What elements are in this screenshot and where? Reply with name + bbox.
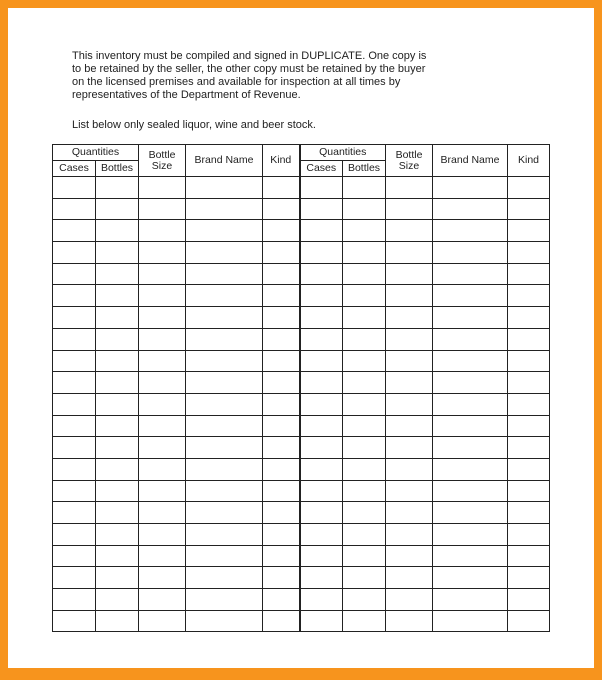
kind-cell[interactable] bbox=[508, 220, 550, 242]
quantities-header-right: Quantities bbox=[300, 145, 386, 161]
bottles-cell[interactable] bbox=[96, 198, 139, 220]
bottles-cell[interactable] bbox=[343, 393, 386, 415]
bottle-size-cell[interactable] bbox=[386, 350, 433, 372]
bottles-cell[interactable] bbox=[343, 328, 386, 350]
kind-cell[interactable] bbox=[508, 307, 550, 329]
inventory-table bbox=[52, 144, 550, 632]
bottle-size-cell[interactable] bbox=[386, 242, 433, 264]
bottle-size-cell[interactable] bbox=[139, 437, 186, 459]
kind-cell[interactable] bbox=[508, 545, 550, 567]
cases-cell[interactable] bbox=[53, 415, 96, 437]
bottles-cell[interactable] bbox=[96, 589, 139, 611]
bottles-cell[interactable] bbox=[96, 524, 139, 546]
brand-name-cell[interactable] bbox=[433, 242, 508, 264]
brand-name-cell[interactable] bbox=[433, 567, 508, 589]
kind-cell[interactable] bbox=[508, 567, 550, 589]
kind-cell[interactable] bbox=[508, 415, 550, 437]
kind-header-right: Kind bbox=[508, 145, 550, 177]
table-row bbox=[53, 328, 550, 350]
brand-name-cell[interactable] bbox=[186, 437, 263, 459]
cases-cell[interactable] bbox=[300, 393, 343, 415]
bottle-size-cell[interactable] bbox=[139, 328, 186, 350]
bottle-size-cell[interactable] bbox=[386, 458, 433, 480]
bottles-cell[interactable] bbox=[96, 177, 139, 199]
inventory-table-body bbox=[53, 177, 550, 632]
table-row bbox=[53, 567, 550, 589]
bottle-size-cell[interactable] bbox=[139, 458, 186, 480]
bottle-size-cell[interactable] bbox=[386, 415, 433, 437]
cases-cell[interactable] bbox=[300, 177, 343, 199]
cases-header-left: Cases bbox=[53, 161, 96, 177]
brand-name-cell[interactable] bbox=[433, 415, 508, 437]
cases-cell[interactable] bbox=[53, 480, 96, 502]
table-row bbox=[53, 393, 550, 415]
brand-name-cell[interactable] bbox=[186, 307, 263, 329]
table-row bbox=[53, 589, 550, 611]
cases-cell[interactable] bbox=[300, 610, 343, 632]
bottles-cell[interactable] bbox=[343, 610, 386, 632]
table-row bbox=[53, 524, 550, 546]
cases-cell[interactable] bbox=[300, 198, 343, 220]
kind-cell[interactable] bbox=[263, 589, 300, 611]
bottles-cell[interactable] bbox=[343, 567, 386, 589]
cases-cell[interactable] bbox=[53, 567, 96, 589]
cases-cell[interactable] bbox=[300, 328, 343, 350]
brand-name-cell[interactable] bbox=[186, 285, 263, 307]
cases-cell[interactable] bbox=[53, 350, 96, 372]
bottles-cell[interactable] bbox=[96, 285, 139, 307]
bottle-size-cell[interactable] bbox=[139, 198, 186, 220]
bottle-size-cell[interactable] bbox=[386, 545, 433, 567]
kind-cell[interactable] bbox=[508, 263, 550, 285]
bottle-size-cell[interactable] bbox=[386, 220, 433, 242]
table-row bbox=[53, 285, 550, 307]
brand-name-cell[interactable] bbox=[433, 350, 508, 372]
brand-name-header-left: Brand Name bbox=[186, 145, 263, 177]
cases-cell[interactable] bbox=[53, 393, 96, 415]
cases-cell[interactable] bbox=[300, 263, 343, 285]
table-row bbox=[53, 372, 550, 394]
bottles-cell[interactable] bbox=[96, 307, 139, 329]
kind-cell[interactable] bbox=[508, 589, 550, 611]
brand-name-cell[interactable] bbox=[186, 198, 263, 220]
kind-cell[interactable] bbox=[263, 372, 300, 394]
table-row bbox=[53, 350, 550, 372]
brand-name-cell[interactable] bbox=[433, 393, 508, 415]
kind-cell[interactable] bbox=[263, 220, 300, 242]
brand-name-cell[interactable] bbox=[433, 524, 508, 546]
cases-cell[interactable] bbox=[300, 415, 343, 437]
cases-cell[interactable] bbox=[300, 458, 343, 480]
bottle-size-cell[interactable] bbox=[386, 328, 433, 350]
brand-name-cell[interactable] bbox=[186, 242, 263, 264]
brand-name-cell[interactable] bbox=[186, 372, 263, 394]
bottle-size-cell[interactable] bbox=[139, 177, 186, 199]
kind-cell[interactable] bbox=[263, 415, 300, 437]
cases-cell[interactable] bbox=[53, 372, 96, 394]
bottle-size-cell[interactable] bbox=[386, 524, 433, 546]
bottles-cell[interactable] bbox=[96, 480, 139, 502]
cases-cell[interactable] bbox=[300, 220, 343, 242]
kind-cell[interactable] bbox=[263, 610, 300, 632]
bottles-cell[interactable] bbox=[343, 372, 386, 394]
bottles-cell[interactable] bbox=[343, 177, 386, 199]
bottle-size-cell[interactable] bbox=[386, 177, 433, 199]
bottle-size-cell[interactable] bbox=[386, 589, 433, 611]
bottle-size-cell[interactable] bbox=[386, 307, 433, 329]
bottles-cell[interactable] bbox=[96, 393, 139, 415]
brand-name-cell[interactable] bbox=[186, 502, 263, 524]
bottle-size-cell[interactable] bbox=[139, 307, 186, 329]
bottle-size-cell[interactable] bbox=[139, 285, 186, 307]
bottle-size-header-left bbox=[139, 145, 186, 177]
bottles-cell[interactable] bbox=[96, 220, 139, 242]
brand-name-cell[interactable] bbox=[186, 458, 263, 480]
table-row bbox=[53, 307, 550, 329]
bottles-cell[interactable] bbox=[343, 307, 386, 329]
kind-cell[interactable] bbox=[508, 350, 550, 372]
bottles-cell[interactable] bbox=[96, 437, 139, 459]
bottles-cell[interactable] bbox=[96, 415, 139, 437]
kind-cell[interactable] bbox=[263, 567, 300, 589]
brand-name-header-right: Brand Name bbox=[433, 145, 508, 177]
cases-cell[interactable] bbox=[300, 480, 343, 502]
instructions-line: This inventory must be compiled and signed in DUPLICATE. One copy is bbox=[72, 50, 427, 62]
bottles-cell[interactable] bbox=[96, 502, 139, 524]
bottle-size-header-line: Bottle bbox=[395, 148, 423, 161]
document-page bbox=[8, 8, 594, 668]
kind-cell[interactable] bbox=[263, 545, 300, 567]
instructions-line: representatives of the Department of Revenue. bbox=[72, 89, 301, 101]
bottle-size-cell[interactable] bbox=[386, 502, 433, 524]
stock-note: List below only sealed liquor, wine and beer stock. bbox=[72, 119, 316, 131]
kind-cell[interactable] bbox=[508, 285, 550, 307]
kind-cell[interactable] bbox=[508, 458, 550, 480]
kind-cell[interactable] bbox=[508, 177, 550, 199]
cases-cell[interactable] bbox=[53, 263, 96, 285]
cases-cell[interactable] bbox=[53, 242, 96, 264]
bottles-cell[interactable] bbox=[96, 372, 139, 394]
bottles-cell[interactable] bbox=[96, 242, 139, 264]
bottles-cell[interactable] bbox=[343, 458, 386, 480]
cases-cell[interactable] bbox=[53, 285, 96, 307]
brand-name-cell[interactable] bbox=[186, 220, 263, 242]
bottle-size-cell[interactable] bbox=[139, 263, 186, 285]
bottle-size-header-line: Size bbox=[151, 159, 173, 172]
cases-cell[interactable] bbox=[53, 177, 96, 199]
brand-name-cell[interactable] bbox=[186, 328, 263, 350]
cases-cell[interactable] bbox=[300, 437, 343, 459]
bottles-cell[interactable] bbox=[343, 437, 386, 459]
kind-cell[interactable] bbox=[263, 242, 300, 264]
table-row bbox=[53, 458, 550, 480]
bottle-size-cell[interactable] bbox=[386, 285, 433, 307]
bottles-cell[interactable] bbox=[343, 285, 386, 307]
bottle-size-cell[interactable] bbox=[139, 545, 186, 567]
bottle-size-cell[interactable] bbox=[139, 610, 186, 632]
bottle-size-cell[interactable] bbox=[386, 372, 433, 394]
brand-name-cell[interactable] bbox=[186, 393, 263, 415]
bottle-size-cell[interactable] bbox=[386, 480, 433, 502]
brand-name-cell[interactable] bbox=[186, 589, 263, 611]
cases-cell[interactable] bbox=[300, 372, 343, 394]
brand-name-cell[interactable] bbox=[433, 480, 508, 502]
kind-cell[interactable] bbox=[508, 502, 550, 524]
cases-cell[interactable] bbox=[300, 567, 343, 589]
kind-cell[interactable] bbox=[263, 198, 300, 220]
table-row bbox=[53, 415, 550, 437]
bottle-size-cell[interactable] bbox=[139, 480, 186, 502]
bottles-cell[interactable] bbox=[96, 567, 139, 589]
kind-cell[interactable] bbox=[508, 328, 550, 350]
kind-cell[interactable] bbox=[263, 393, 300, 415]
bottle-size-cell[interactable] bbox=[386, 263, 433, 285]
brand-name-cell[interactable] bbox=[433, 263, 508, 285]
brand-name-cell[interactable] bbox=[186, 263, 263, 285]
bottles-cell[interactable] bbox=[343, 589, 386, 611]
bottle-size-cell[interactable] bbox=[139, 393, 186, 415]
brand-name-cell[interactable] bbox=[186, 567, 263, 589]
brand-name-cell[interactable] bbox=[433, 502, 508, 524]
bottle-size-header-right bbox=[386, 145, 433, 177]
brand-name-cell[interactable] bbox=[433, 177, 508, 199]
kind-cell[interactable] bbox=[508, 393, 550, 415]
bottles-cell[interactable] bbox=[343, 220, 386, 242]
table-row bbox=[53, 242, 550, 264]
cases-cell[interactable] bbox=[53, 610, 96, 632]
bottle-size-cell[interactable] bbox=[139, 372, 186, 394]
cases-cell[interactable] bbox=[53, 220, 96, 242]
cases-cell[interactable] bbox=[300, 524, 343, 546]
bottle-size-cell[interactable] bbox=[139, 415, 186, 437]
cases-cell[interactable] bbox=[53, 437, 96, 459]
bottle-size-cell[interactable] bbox=[386, 198, 433, 220]
brand-name-cell[interactable] bbox=[186, 545, 263, 567]
bottles-header-left: Bottles bbox=[96, 161, 139, 177]
cases-cell[interactable] bbox=[300, 307, 343, 329]
instructions-line: to be retained by the seller, the other copy must be retained by the buyer bbox=[72, 63, 426, 75]
kind-cell[interactable] bbox=[263, 458, 300, 480]
bottles-cell[interactable] bbox=[96, 350, 139, 372]
brand-name-cell[interactable] bbox=[433, 545, 508, 567]
kind-header-left: Kind bbox=[263, 145, 300, 177]
brand-name-cell[interactable] bbox=[433, 458, 508, 480]
brand-name-cell[interactable] bbox=[433, 328, 508, 350]
cases-cell[interactable] bbox=[300, 285, 343, 307]
brand-name-cell[interactable] bbox=[433, 589, 508, 611]
kind-cell[interactable] bbox=[263, 328, 300, 350]
table-row bbox=[53, 263, 550, 285]
bottles-cell[interactable] bbox=[343, 545, 386, 567]
bottle-size-header-line: Size bbox=[398, 159, 420, 172]
kind-cell[interactable] bbox=[263, 480, 300, 502]
bottle-size-cell[interactable] bbox=[139, 589, 186, 611]
bottle-size-cell[interactable] bbox=[139, 220, 186, 242]
bottle-size-cell[interactable] bbox=[139, 524, 186, 546]
bottle-size-cell[interactable] bbox=[139, 502, 186, 524]
cases-cell[interactable] bbox=[53, 328, 96, 350]
cases-cell[interactable] bbox=[300, 350, 343, 372]
kind-cell[interactable] bbox=[263, 350, 300, 372]
cases-cell[interactable] bbox=[53, 307, 96, 329]
bottle-size-cell[interactable] bbox=[386, 567, 433, 589]
brand-name-cell[interactable] bbox=[433, 307, 508, 329]
table-row bbox=[53, 437, 550, 459]
bottle-size-cell[interactable] bbox=[139, 242, 186, 264]
cases-cell[interactable] bbox=[300, 242, 343, 264]
quantities-header-left: Quantities bbox=[53, 145, 139, 161]
brand-name-cell[interactable] bbox=[433, 198, 508, 220]
kind-cell[interactable] bbox=[263, 437, 300, 459]
table-row bbox=[53, 545, 550, 567]
bottle-size-cell[interactable] bbox=[386, 437, 433, 459]
bottles-cell[interactable] bbox=[96, 263, 139, 285]
kind-cell[interactable] bbox=[263, 285, 300, 307]
brand-name-cell[interactable] bbox=[186, 524, 263, 546]
kind-cell[interactable] bbox=[263, 263, 300, 285]
brand-name-cell[interactable] bbox=[186, 480, 263, 502]
table-row bbox=[53, 198, 550, 220]
bottles-header-right: Bottles bbox=[343, 161, 386, 177]
table-row bbox=[53, 610, 550, 632]
brand-name-cell[interactable] bbox=[186, 350, 263, 372]
kind-cell[interactable] bbox=[508, 524, 550, 546]
bottles-cell[interactable] bbox=[343, 263, 386, 285]
cases-cell[interactable] bbox=[300, 545, 343, 567]
bottles-cell[interactable] bbox=[343, 198, 386, 220]
kind-cell[interactable] bbox=[263, 524, 300, 546]
brand-name-cell[interactable] bbox=[433, 610, 508, 632]
table-row bbox=[53, 220, 550, 242]
bottles-cell[interactable] bbox=[343, 350, 386, 372]
bottles-cell[interactable] bbox=[343, 524, 386, 546]
bottle-size-cell[interactable] bbox=[139, 567, 186, 589]
brand-name-cell[interactable] bbox=[186, 610, 263, 632]
cases-cell[interactable] bbox=[53, 524, 96, 546]
table-row bbox=[53, 177, 550, 199]
cases-cell[interactable] bbox=[53, 589, 96, 611]
instructions-line: on the licensed premises and available for inspection at all times by bbox=[72, 76, 401, 88]
cases-cell[interactable] bbox=[300, 589, 343, 611]
brand-name-cell[interactable] bbox=[186, 177, 263, 199]
kind-cell[interactable] bbox=[508, 242, 550, 264]
kind-cell[interactable] bbox=[508, 372, 550, 394]
table-row bbox=[53, 480, 550, 502]
bottles-cell[interactable] bbox=[343, 480, 386, 502]
bottle-size-cell[interactable] bbox=[139, 350, 186, 372]
bottles-cell[interactable] bbox=[96, 328, 139, 350]
cases-header-right: Cases bbox=[300, 161, 343, 177]
bottles-cell[interactable] bbox=[343, 502, 386, 524]
bottles-cell[interactable] bbox=[96, 545, 139, 567]
brand-name-cell[interactable] bbox=[433, 220, 508, 242]
kind-cell[interactable] bbox=[263, 502, 300, 524]
bottle-size-cell[interactable] bbox=[386, 393, 433, 415]
brand-name-cell[interactable] bbox=[433, 285, 508, 307]
cases-cell[interactable] bbox=[53, 198, 96, 220]
bottle-size-cell[interactable] bbox=[386, 610, 433, 632]
brand-name-cell[interactable] bbox=[186, 415, 263, 437]
instructions-paragraph bbox=[72, 50, 452, 102]
brand-name-cell[interactable] bbox=[433, 437, 508, 459]
table-row bbox=[53, 502, 550, 524]
bottles-cell[interactable] bbox=[343, 242, 386, 264]
bottles-cell[interactable] bbox=[343, 415, 386, 437]
kind-cell[interactable] bbox=[263, 307, 300, 329]
kind-cell[interactable] bbox=[508, 480, 550, 502]
kind-cell[interactable] bbox=[508, 437, 550, 459]
bottles-cell[interactable] bbox=[96, 458, 139, 480]
brand-name-cell[interactable] bbox=[433, 372, 508, 394]
cases-cell[interactable] bbox=[53, 458, 96, 480]
cases-cell[interactable] bbox=[300, 502, 343, 524]
kind-cell[interactable] bbox=[508, 610, 550, 632]
kind-cell[interactable] bbox=[263, 177, 300, 199]
bottles-cell[interactable] bbox=[96, 610, 139, 632]
bottle-size-header-line: Bottle bbox=[148, 148, 176, 161]
cases-cell[interactable] bbox=[53, 502, 96, 524]
kind-cell[interactable] bbox=[508, 198, 550, 220]
cases-cell[interactable] bbox=[53, 545, 96, 567]
